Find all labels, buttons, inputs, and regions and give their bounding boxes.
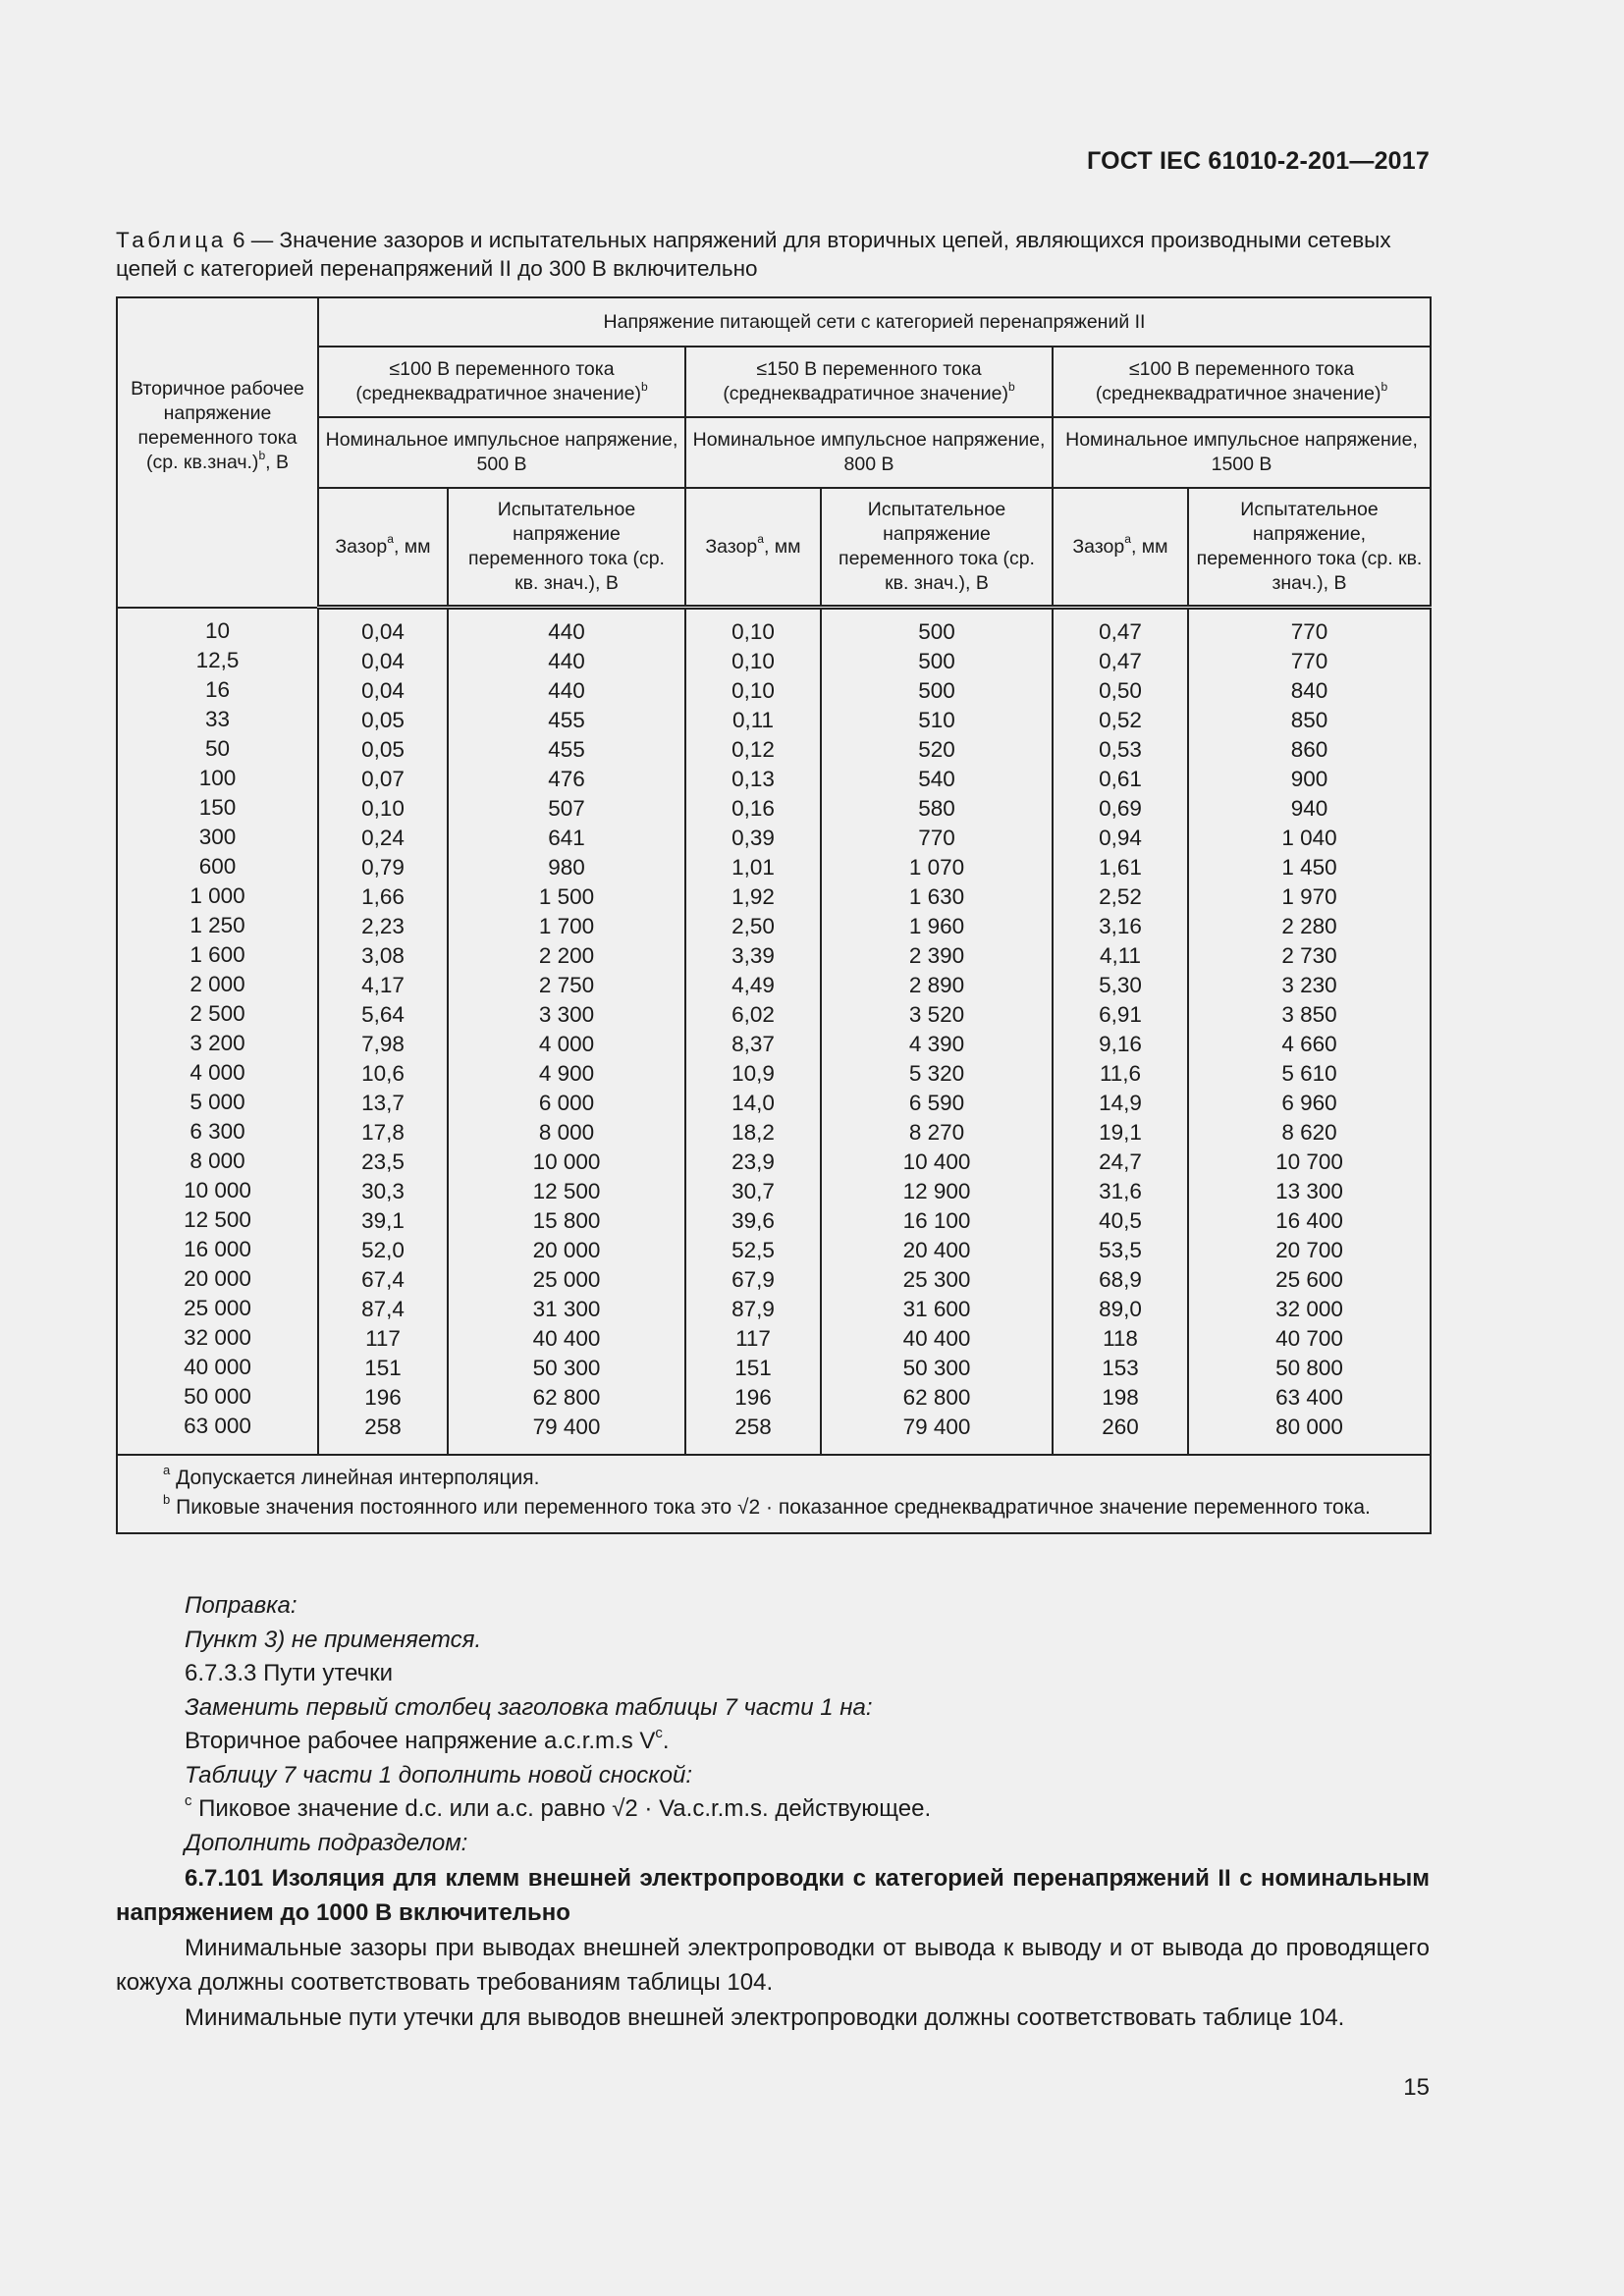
table-cell: 17,8: [361, 1120, 405, 1145]
table-cell: 20 400: [902, 1238, 971, 1262]
table-cell: 196: [734, 1385, 772, 1410]
table-cell: 87,9: [731, 1297, 775, 1321]
column-test-voltage-800: [821, 608, 1053, 1456]
table-cell: 1 000: [189, 882, 245, 908]
table-cell: 3,39: [731, 943, 775, 968]
table-cell: 150: [198, 794, 237, 820]
table-cell: 500: [918, 678, 955, 703]
add-subsection: Дополнить подразделом:: [185, 1829, 468, 1856]
table-cell: 4 000: [538, 1032, 595, 1056]
table-cell: 0,61: [1099, 767, 1142, 791]
table-cell: 0,07: [361, 767, 405, 791]
table-cell: 13 300: [1275, 1179, 1343, 1203]
table-cell: 62 800: [532, 1385, 601, 1410]
test-voltage-header-2: Испытательное напряжение переменного тока (ср. кв. знач.), В: [821, 488, 1053, 608]
table-cell: 770: [1290, 649, 1328, 673]
page-number: 15: [1403, 2074, 1430, 2101]
item3-note: Пункт 3) не применяется.: [185, 1626, 482, 1653]
supply-header-1: ≤100 В переменного тока (среднеквадратичное значение)$^b$: [318, 347, 685, 417]
table-cell: 1 250: [189, 912, 245, 937]
table-cell: 153: [1102, 1356, 1139, 1380]
table-cell: 33: [204, 706, 231, 731]
table-cell: 5 320: [908, 1061, 965, 1086]
table-cell: 12,5: [195, 647, 240, 672]
table-cell: 25 300: [902, 1267, 971, 1292]
replace-instruction: Заменить первый столбец заголовка таблицы 7 части 1 на:: [185, 1693, 873, 1721]
table-cell: 12 500: [184, 1206, 251, 1232]
table-cell: 2 500: [189, 1000, 245, 1026]
group-header-supply: Напряжение питающей сети с категорией перенапряжений II: [318, 297, 1431, 347]
test-voltage-header-3: Испытательное напряжение, переменного тока (ср. кв. знач.), В: [1188, 488, 1431, 608]
table-cell: 860: [1290, 737, 1328, 762]
table-cell: 0,50: [1099, 678, 1142, 703]
caption-text: 6 — Значение зазоров и испытательных напряжений для вторичных цепей, являющихся производными сетевых цепей с категорией перенапряжений II до 300 В включительно: [116, 228, 1391, 281]
table-cell: 3 200: [189, 1030, 245, 1055]
table-cell: 30,3: [361, 1179, 405, 1203]
table-notes: [117, 1455, 1431, 1533]
table-cell: 6,02: [731, 1002, 775, 1027]
table-cell: 50: [204, 735, 231, 761]
clearance-header-3: Зазор$^a$, мм: [1053, 488, 1188, 608]
table-cell: 1,66: [361, 884, 405, 909]
table-cell: 10,9: [731, 1061, 775, 1086]
supply-header-3: ≤100 В переменного тока (среднеквадратичное значение)$^b$: [1053, 347, 1431, 417]
table-cell: 476: [548, 767, 585, 791]
table-cell: 196: [364, 1385, 402, 1410]
table-cell: 198: [1102, 1385, 1139, 1410]
table-cell: 500: [918, 649, 955, 673]
table-cell: 118: [1103, 1326, 1138, 1351]
table-cell: 39,1: [361, 1208, 405, 1233]
header-row-1: [117, 297, 1431, 347]
table-cell: 7,98: [361, 1032, 405, 1056]
table-cell: 6,91: [1099, 1002, 1142, 1027]
table-cell: 520: [918, 737, 955, 762]
table-caption: [116, 226, 1430, 283]
note-b: $^b$ Пиковые значения постоянного или переменного тока это √2 · показанное среднеквадратичное значение переменного тока.: [163, 1492, 1371, 1519]
table-cell: 0,05: [361, 708, 405, 732]
table-cell: 0,47: [1099, 649, 1142, 673]
table-cell: 3 300: [538, 1002, 595, 1027]
table-cell: 0,05: [361, 737, 405, 762]
table-cell: 507: [548, 796, 585, 821]
table-cell: 6 590: [908, 1091, 965, 1115]
table-cell: 540: [918, 767, 955, 791]
table-cell: 50 300: [532, 1356, 601, 1380]
column-test-voltage-500: [448, 608, 685, 1456]
table-cell: 1 070: [908, 855, 965, 880]
table-cell: 31 600: [902, 1297, 971, 1321]
table-cell: 1 450: [1281, 855, 1337, 880]
table-cell: 8 000: [538, 1120, 595, 1145]
table-cell: 0,10: [731, 678, 775, 703]
table-cell: 50 800: [1275, 1356, 1343, 1380]
table-cell: 770: [918, 826, 955, 850]
table-cell: 1 040: [1281, 826, 1337, 850]
table-cell: 6 300: [189, 1118, 245, 1144]
table-cell: 10 000: [532, 1149, 601, 1174]
table-cell: 16 400: [1275, 1208, 1343, 1233]
table-cell: 641: [548, 826, 585, 850]
replace-text: Вторичное рабочее напряжение a.c.r.m.s $V^c$.: [185, 1725, 670, 1754]
table-cell: 2 000: [189, 971, 245, 996]
table-cell: 1 600: [189, 941, 245, 967]
table-cell: 4,49: [731, 973, 775, 997]
table-cell: 10: [204, 617, 231, 643]
body-text: [116, 1589, 1430, 2036]
clause-6-7-3-3: 6.7.3.3 Пути утечки: [185, 1660, 394, 1686]
table-cell: 0,10: [361, 796, 405, 821]
table-cell: 850: [1290, 708, 1328, 732]
table-cell: 0,16: [731, 796, 775, 821]
table-cell: 0,47: [1099, 619, 1142, 644]
table-cell: 10 000: [184, 1177, 251, 1202]
table-cell: 4 660: [1281, 1032, 1337, 1056]
table-cell: 9,16: [1099, 1032, 1142, 1056]
table-cell: 0,04: [361, 678, 405, 703]
table-cell: 10 700: [1275, 1149, 1343, 1174]
table-cell: 67,4: [361, 1267, 405, 1292]
footnote-instruction: Таблицу 7 части 1 дополнить новой сноской:: [185, 1761, 692, 1789]
col-header-secondary-voltage: Вторичное рабочее напряжение переменного тока (ср. кв.знач.)$^b$, В: [117, 297, 318, 608]
table-cell: 67,9: [731, 1267, 775, 1292]
table-cell: 4,17: [361, 973, 405, 997]
table-cell: 117: [735, 1326, 771, 1351]
table-cell: 4 390: [908, 1032, 965, 1056]
table-cell: 50 300: [902, 1356, 971, 1380]
table-cell: 12 900: [902, 1179, 971, 1203]
table-cell: 2,23: [361, 914, 405, 938]
table-cell: 1 500: [538, 884, 595, 909]
table-cell: 32 000: [1275, 1297, 1343, 1321]
table-cell: 0,04: [361, 649, 405, 673]
table-cell: 0,04: [361, 619, 405, 644]
heading-6-7-101: 6.7.101 Изоляция для клемм внешней электропроводки с категорией перенапряжений II с номинальным напряжением до 1000 В включительно: [116, 1865, 1430, 1926]
table-cell: 1 700: [538, 914, 595, 938]
table-cell: 14,0: [731, 1091, 775, 1115]
table-cell: 300: [198, 824, 237, 849]
table-cell: 3,08: [361, 943, 405, 968]
table-cell: 19,1: [1099, 1120, 1142, 1145]
table-cell: 258: [364, 1415, 402, 1439]
table-cell: 2,50: [731, 914, 775, 938]
table-cell: 40 400: [902, 1326, 971, 1351]
table-cell: 25 600: [1275, 1267, 1343, 1292]
table-cell: 0,10: [731, 619, 775, 644]
table-cell: 0,11: [731, 708, 775, 732]
table-cell: 15 800: [532, 1208, 601, 1233]
table-cell: 4 900: [538, 1061, 595, 1086]
note-a: $^a$ Допускается линейная интерполяция.: [163, 1463, 540, 1489]
table-cell: 24,7: [1099, 1149, 1142, 1174]
table-cell: 11,6: [1099, 1061, 1142, 1086]
table-cell: 79 400: [902, 1415, 971, 1439]
table-cell: 31 300: [532, 1297, 601, 1321]
table-cell: 4 000: [189, 1059, 245, 1085]
table-cell: 8 270: [908, 1120, 965, 1145]
footnote-c: $^c$ Пиковое значение d.c. или a.c. равно √2 · Va.c.r.m.s. действующее.: [185, 1792, 932, 1822]
table-cell: 5 610: [1281, 1061, 1337, 1086]
table-cell: 455: [548, 737, 585, 762]
table-cell: 151: [734, 1356, 772, 1380]
table-cell: 2 200: [538, 943, 595, 968]
table-cell: 2 890: [908, 973, 965, 997]
table-cell: 1,01: [731, 855, 775, 880]
data-row: [117, 608, 1431, 1456]
table-cell: 0,13: [731, 767, 775, 791]
table-cell: 5,30: [1099, 973, 1142, 997]
table-cell: 770: [1290, 619, 1328, 644]
table-cell: 2 390: [908, 943, 965, 968]
table-cell: 0,24: [361, 826, 405, 850]
table-cell: 258: [734, 1415, 772, 1439]
table-cell: 63 400: [1275, 1385, 1343, 1410]
table-cell: 8,37: [731, 1032, 775, 1056]
notes-row: [117, 1455, 1431, 1533]
table-cell: 53,5: [1099, 1238, 1142, 1262]
table-cell: 5,64: [361, 1002, 405, 1027]
table-cell: 20 700: [1275, 1238, 1343, 1262]
clearance-header-1: Зазор$^a$, мм: [318, 488, 448, 608]
table-cell: 580: [918, 796, 955, 821]
test-voltage-header-1: Испытательное напряжение переменного тока (ср. кв. знач.), В: [448, 488, 685, 608]
table-cell: 40 700: [1275, 1326, 1343, 1351]
table-cell: 940: [1290, 796, 1328, 821]
table-cell: 63 000: [184, 1413, 251, 1438]
table-cell: 62 800: [902, 1385, 971, 1410]
table-cell: 40,5: [1099, 1208, 1142, 1233]
table-cell: 52,0: [361, 1238, 405, 1262]
column-secondary-voltage: [117, 608, 318, 1456]
table-cell: 0,79: [361, 855, 405, 880]
table-cell: 500: [918, 619, 955, 644]
table-cell: 80 000: [1275, 1415, 1343, 1439]
impulse-header-3: Номинальное импульсное напряжение, 1500 В: [1053, 417, 1431, 488]
table-cell: 1,61: [1099, 855, 1142, 880]
table-cell: 16: [204, 676, 231, 702]
table-cell: 5 000: [189, 1089, 245, 1114]
table-cell: 0,52: [1099, 708, 1142, 732]
table-cell: 0,39: [731, 826, 775, 850]
table-cell: 25 000: [184, 1295, 251, 1320]
table-cell: 440: [548, 678, 585, 703]
column-test-voltage-1500: [1188, 608, 1431, 1456]
table-cell: 600: [198, 853, 237, 879]
table-cell: 100: [198, 765, 237, 790]
table-cell: 30,7: [731, 1179, 775, 1203]
table-cell: 1,92: [731, 884, 775, 909]
column-clearance-500: [318, 608, 448, 1456]
table-cell: 50 000: [184, 1383, 251, 1409]
table-cell: 8 620: [1281, 1120, 1337, 1145]
table-cell: 3 520: [908, 1002, 965, 1027]
table-cell: 87,4: [361, 1297, 405, 1321]
table-cell: 10 400: [902, 1149, 971, 1174]
table-cell: 16 000: [184, 1236, 251, 1261]
table-cell: 2 730: [1281, 943, 1337, 968]
table-cell: 89,0: [1099, 1297, 1142, 1321]
paragraph-clearances: Минимальные зазоры при выводах внешней электропроводки от вывода к выводу и от вывода до проводящего кожуха должны соответствовать требованиям таблицы 104.: [116, 1935, 1430, 1996]
clearance-header-2: Зазор$^a$, мм: [685, 488, 821, 608]
table-cell: 1 960: [908, 914, 965, 938]
table-cell: 25 000: [532, 1267, 601, 1292]
impulse-header-2: Номинальное импульсное напряжение, 800 В: [685, 417, 1053, 488]
table-cell: 10,6: [361, 1061, 405, 1086]
table-cell: 79 400: [532, 1415, 601, 1439]
impulse-header-1: Номинальное импульсное напряжение, 500 В: [318, 417, 685, 488]
table-cell: 6 960: [1281, 1091, 1337, 1115]
table-cell: 2 750: [538, 973, 595, 997]
table-cell: 12 500: [532, 1179, 601, 1203]
amendment-label: Поправка:: [185, 1592, 298, 1619]
table-cell: 0,53: [1099, 737, 1142, 762]
table-cell: 980: [548, 855, 585, 880]
table-cell: 4,11: [1099, 943, 1142, 968]
supply-header-2: ≤150 В переменного тока (среднеквадратичное значение)$^b$: [685, 347, 1053, 417]
table-cell: 23,5: [361, 1149, 405, 1174]
table-cell: 0,69: [1099, 796, 1142, 821]
caption-label: Таблица: [116, 228, 227, 252]
table-cell: 2,52: [1099, 884, 1142, 909]
table-cell: 20 000: [532, 1238, 601, 1262]
table-cell: 13,7: [361, 1091, 405, 1115]
table-cell: 0,10: [731, 649, 775, 673]
table-cell: 39,6: [731, 1208, 775, 1233]
clearance-table: [116, 296, 1432, 1534]
table-cell: 3 230: [1281, 973, 1337, 997]
table-cell: 20 000: [184, 1265, 251, 1291]
table-cell: 900: [1290, 767, 1328, 791]
column-clearance-800: [685, 608, 821, 1456]
paragraph-creepage: Минимальные пути утечки для выводов внешней электропроводки должны соответствовать таблице 104.: [185, 2004, 1345, 2031]
table-cell: 440: [548, 649, 585, 673]
table-cell: 18,2: [731, 1120, 775, 1145]
table-cell: 3 850: [1281, 1002, 1337, 1027]
table-cell: 440: [548, 619, 585, 644]
table-cell: 0,12: [731, 737, 775, 762]
table-cell: 31,6: [1099, 1179, 1142, 1203]
table-cell: 6 000: [538, 1091, 595, 1115]
table-cell: 14,9: [1099, 1091, 1142, 1115]
table-cell: 3,16: [1099, 914, 1142, 938]
table-cell: 510: [918, 708, 955, 732]
table-cell: 455: [548, 708, 585, 732]
table-cell: 117: [365, 1326, 401, 1351]
table-cell: 151: [364, 1356, 402, 1380]
table-cell: 52,5: [731, 1238, 775, 1262]
table-cell: 2 280: [1281, 914, 1337, 938]
table-cell: 23,9: [731, 1149, 775, 1174]
table-cell: 260: [1102, 1415, 1139, 1439]
table-cell: 32 000: [184, 1324, 251, 1350]
column-clearance-1500: [1053, 608, 1188, 1456]
table-cell: 1 630: [908, 884, 965, 909]
standard-code: ГОСТ IEC 61010-2-201—2017: [1087, 147, 1430, 175]
table-cell: 68,9: [1099, 1267, 1142, 1292]
table-cell: 16 100: [902, 1208, 971, 1233]
table-cell: 840: [1290, 678, 1328, 703]
table-cell: 0,94: [1099, 826, 1142, 850]
table-cell: 40 000: [184, 1354, 251, 1379]
table-cell: 8 000: [189, 1148, 245, 1173]
table-cell: 1 970: [1281, 884, 1337, 909]
table-cell: 40 400: [532, 1326, 601, 1351]
